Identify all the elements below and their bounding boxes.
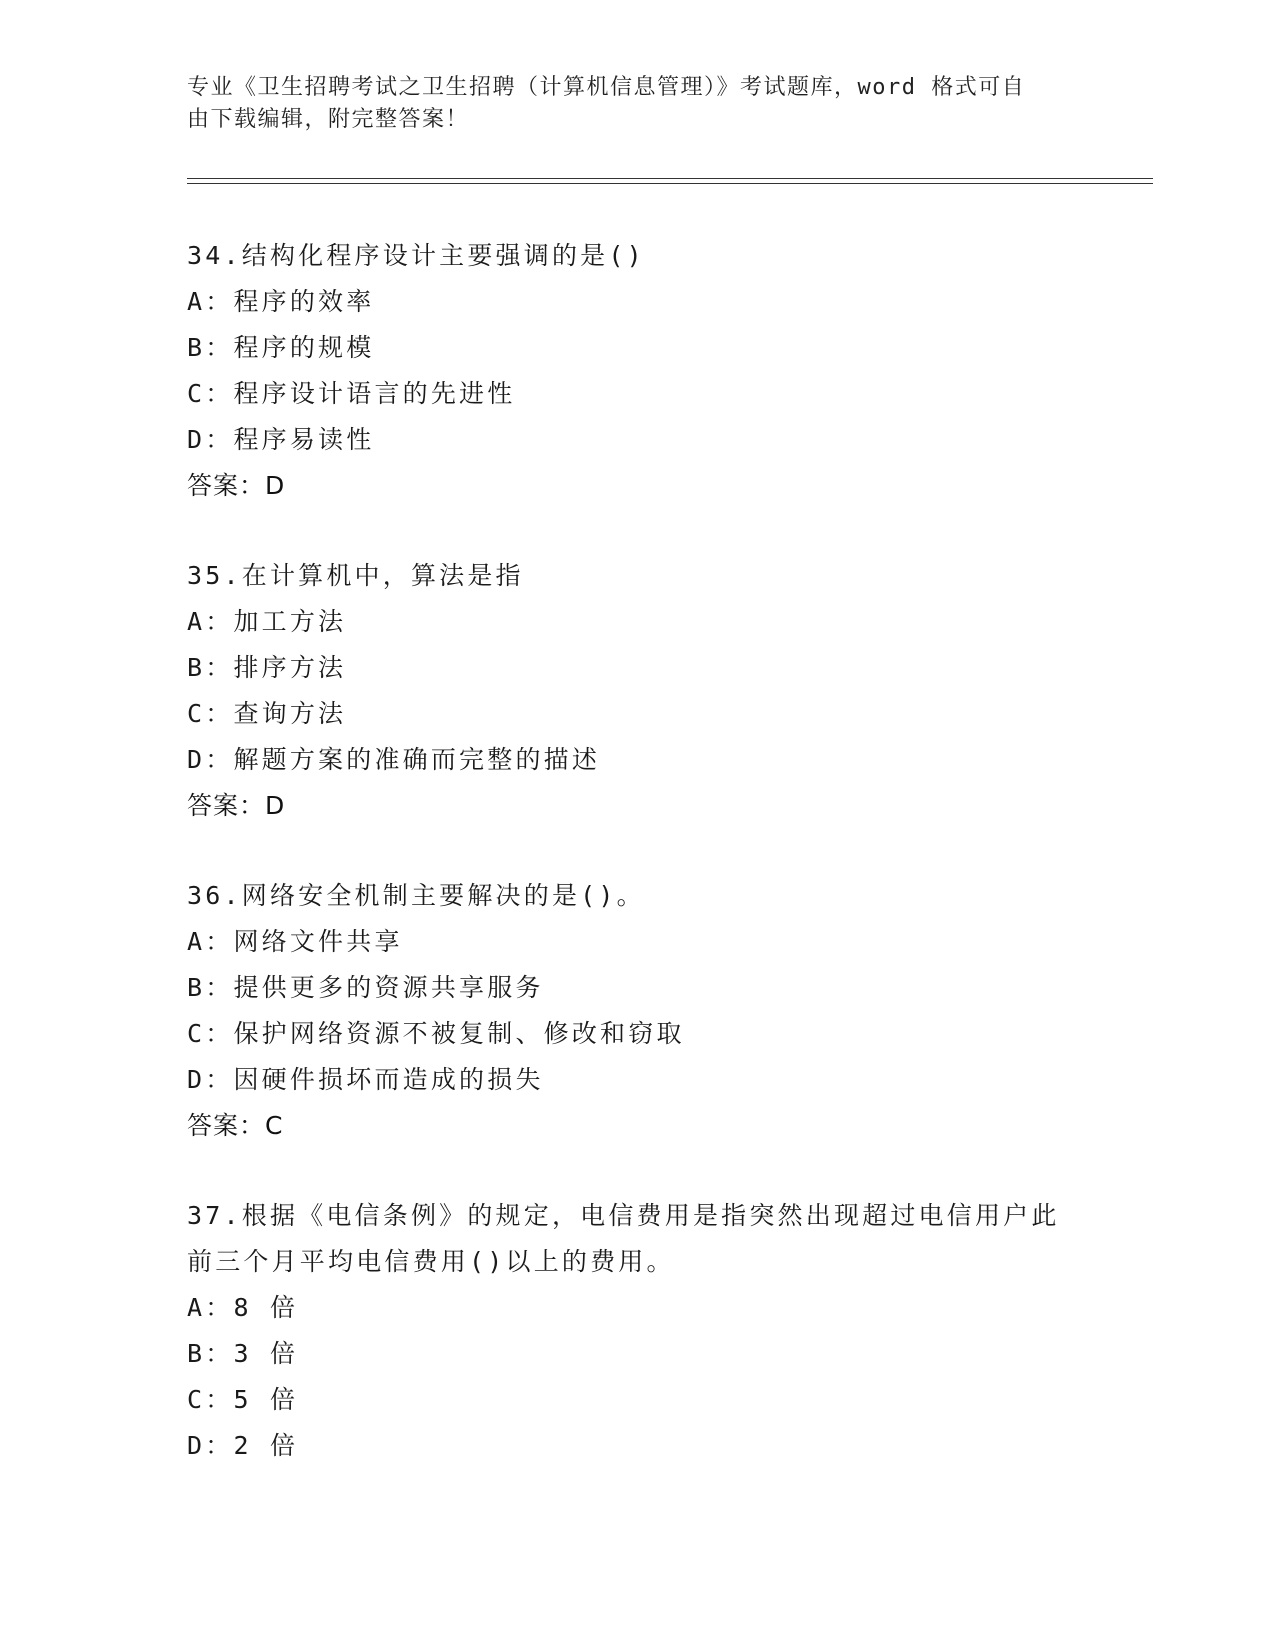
option-a: A：程序的效率 [187,287,375,316]
header-divider-bottom [187,183,1153,184]
question-list [187,233,1087,1513]
option-a: A：8 倍 [187,1293,299,1322]
question-stem: 35.在计算机中，算法是指 [187,561,524,590]
header-divider-top [187,178,1153,179]
answer: 答案：C [187,1111,284,1140]
option-d: D：2 倍 [187,1431,299,1460]
option-b: B：提供更多的资源共享服务 [187,973,544,1002]
question-stem-line-2: 前三个月平均电信费用()以上的费用。 [187,1247,675,1276]
option-b: B：3 倍 [187,1339,299,1368]
question-34 [187,233,1087,509]
option-a: A：加工方法 [187,607,347,636]
question-stem: 36.网络安全机制主要解决的是()。 [187,881,645,910]
option-c: C：程序设计语言的先进性 [187,379,516,408]
option-b: B：排序方法 [187,653,347,682]
header-line-1: 专业《卫生招聘考试之卫生招聘（计算机信息管理）》考试题库，word 格式可自 [187,75,1026,100]
option-c: C：查询方法 [187,699,347,728]
header-line-2: 由下载编辑，附完整答案！ [187,107,470,132]
question-36 [187,873,1087,1149]
answer: 答案：D [187,471,286,500]
option-d: D：解题方案的准确而完整的描述 [187,745,601,774]
question-stem: 34.结构化程序设计主要强调的是() [187,241,645,270]
option-a: A：网络文件共享 [187,927,403,956]
option-c: C：保护网络资源不被复制、修改和窃取 [187,1019,685,1048]
option-c: C：5 倍 [187,1385,299,1414]
option-d: D：程序易读性 [187,425,375,454]
answer: 答案：D [187,791,286,820]
option-b: B：程序的规模 [187,333,375,362]
option-d: D：因硬件损坏而造成的损失 [187,1065,544,1094]
question-35 [187,553,1087,829]
question-37 [187,1193,1087,1469]
document-header [187,72,1067,136]
question-stem-line-1: 37.根据《电信条例》的规定，电信费用是指突然出现超过电信用户此 [187,1201,1060,1230]
